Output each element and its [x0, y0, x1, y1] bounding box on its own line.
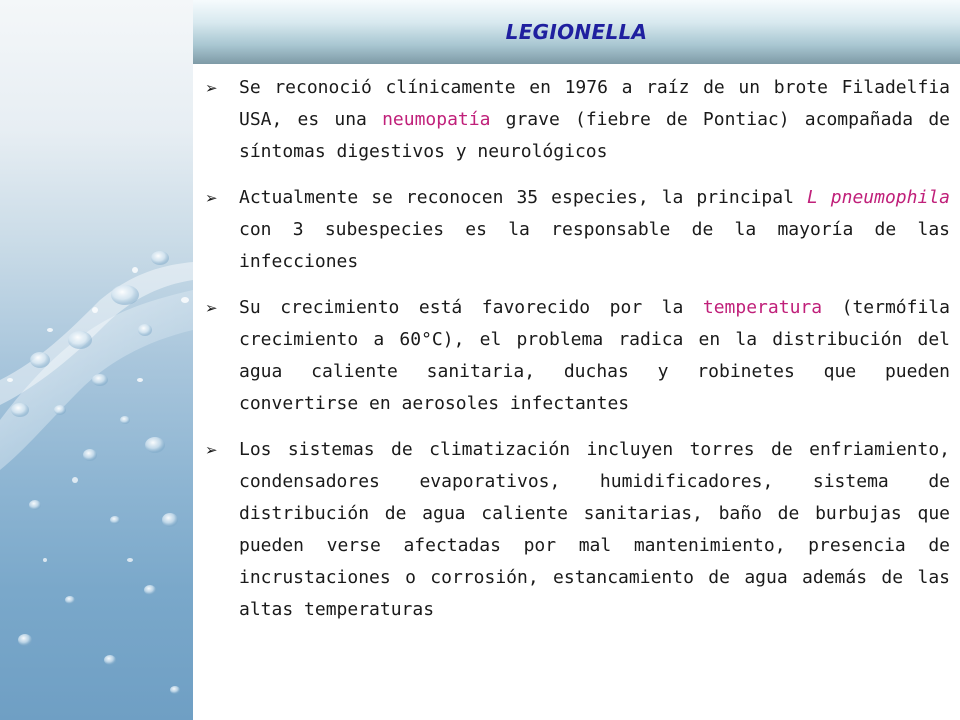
bullet-text: (termófila crecimiento a 60°C), el problema radica en la distribución del agua caliente sanitaria, duchas y robinetes que pueden convertirse en aerosoles infectantes [239, 297, 950, 414]
title-bar [193, 0, 960, 64]
slide-title: LEGIONELLA [505, 20, 648, 44]
water-splash-graphic [0, 0, 193, 720]
bullet-text: Los sistemas de climatización incluyen torres de enfriamiento, condensadores evaporativos, humidificadores, sistema de distribución de agua caliente sanitarias, baño de burbujas que pueden verse afectadas por mal mantenimiento, presencia de incrustaciones o corrosión, estancamiento de agua además de las altas temperaturas [239, 439, 950, 620]
bullet-text: con 3 subespecies es la responsable de la mayoría de las infecciones [239, 219, 950, 272]
bullet-text: Actualmente se reconocen 35 especies, la principal [239, 187, 807, 208]
bullet-text: Su crecimiento está favorecido por la [239, 297, 703, 318]
arrow-bullet-icon: ➢ [205, 299, 218, 317]
highlighted-term: neumopatía [382, 109, 491, 130]
bullet-text: Se reconoció clínicamente en 1976 a raíz de un brote Filadelfia USA, es una [239, 77, 950, 130]
bullet-item [205, 292, 950, 420]
arrow-bullet-icon: ➢ [205, 79, 218, 97]
arrow-bullet-icon: ➢ [205, 441, 218, 459]
bullet-item [205, 434, 950, 626]
highlighted-term: L pneumophila [806, 187, 950, 208]
bullet-item [205, 182, 950, 278]
highlighted-term: temperatura [702, 297, 823, 318]
bullet-list [205, 72, 950, 640]
bullet-item [205, 72, 950, 168]
arrow-bullet-icon: ➢ [205, 189, 218, 207]
bullet-text: grave (fiebre de Pontiac) acompañada de síntomas digestivos y neurológicos [239, 109, 950, 162]
water-splash-image [0, 0, 193, 720]
